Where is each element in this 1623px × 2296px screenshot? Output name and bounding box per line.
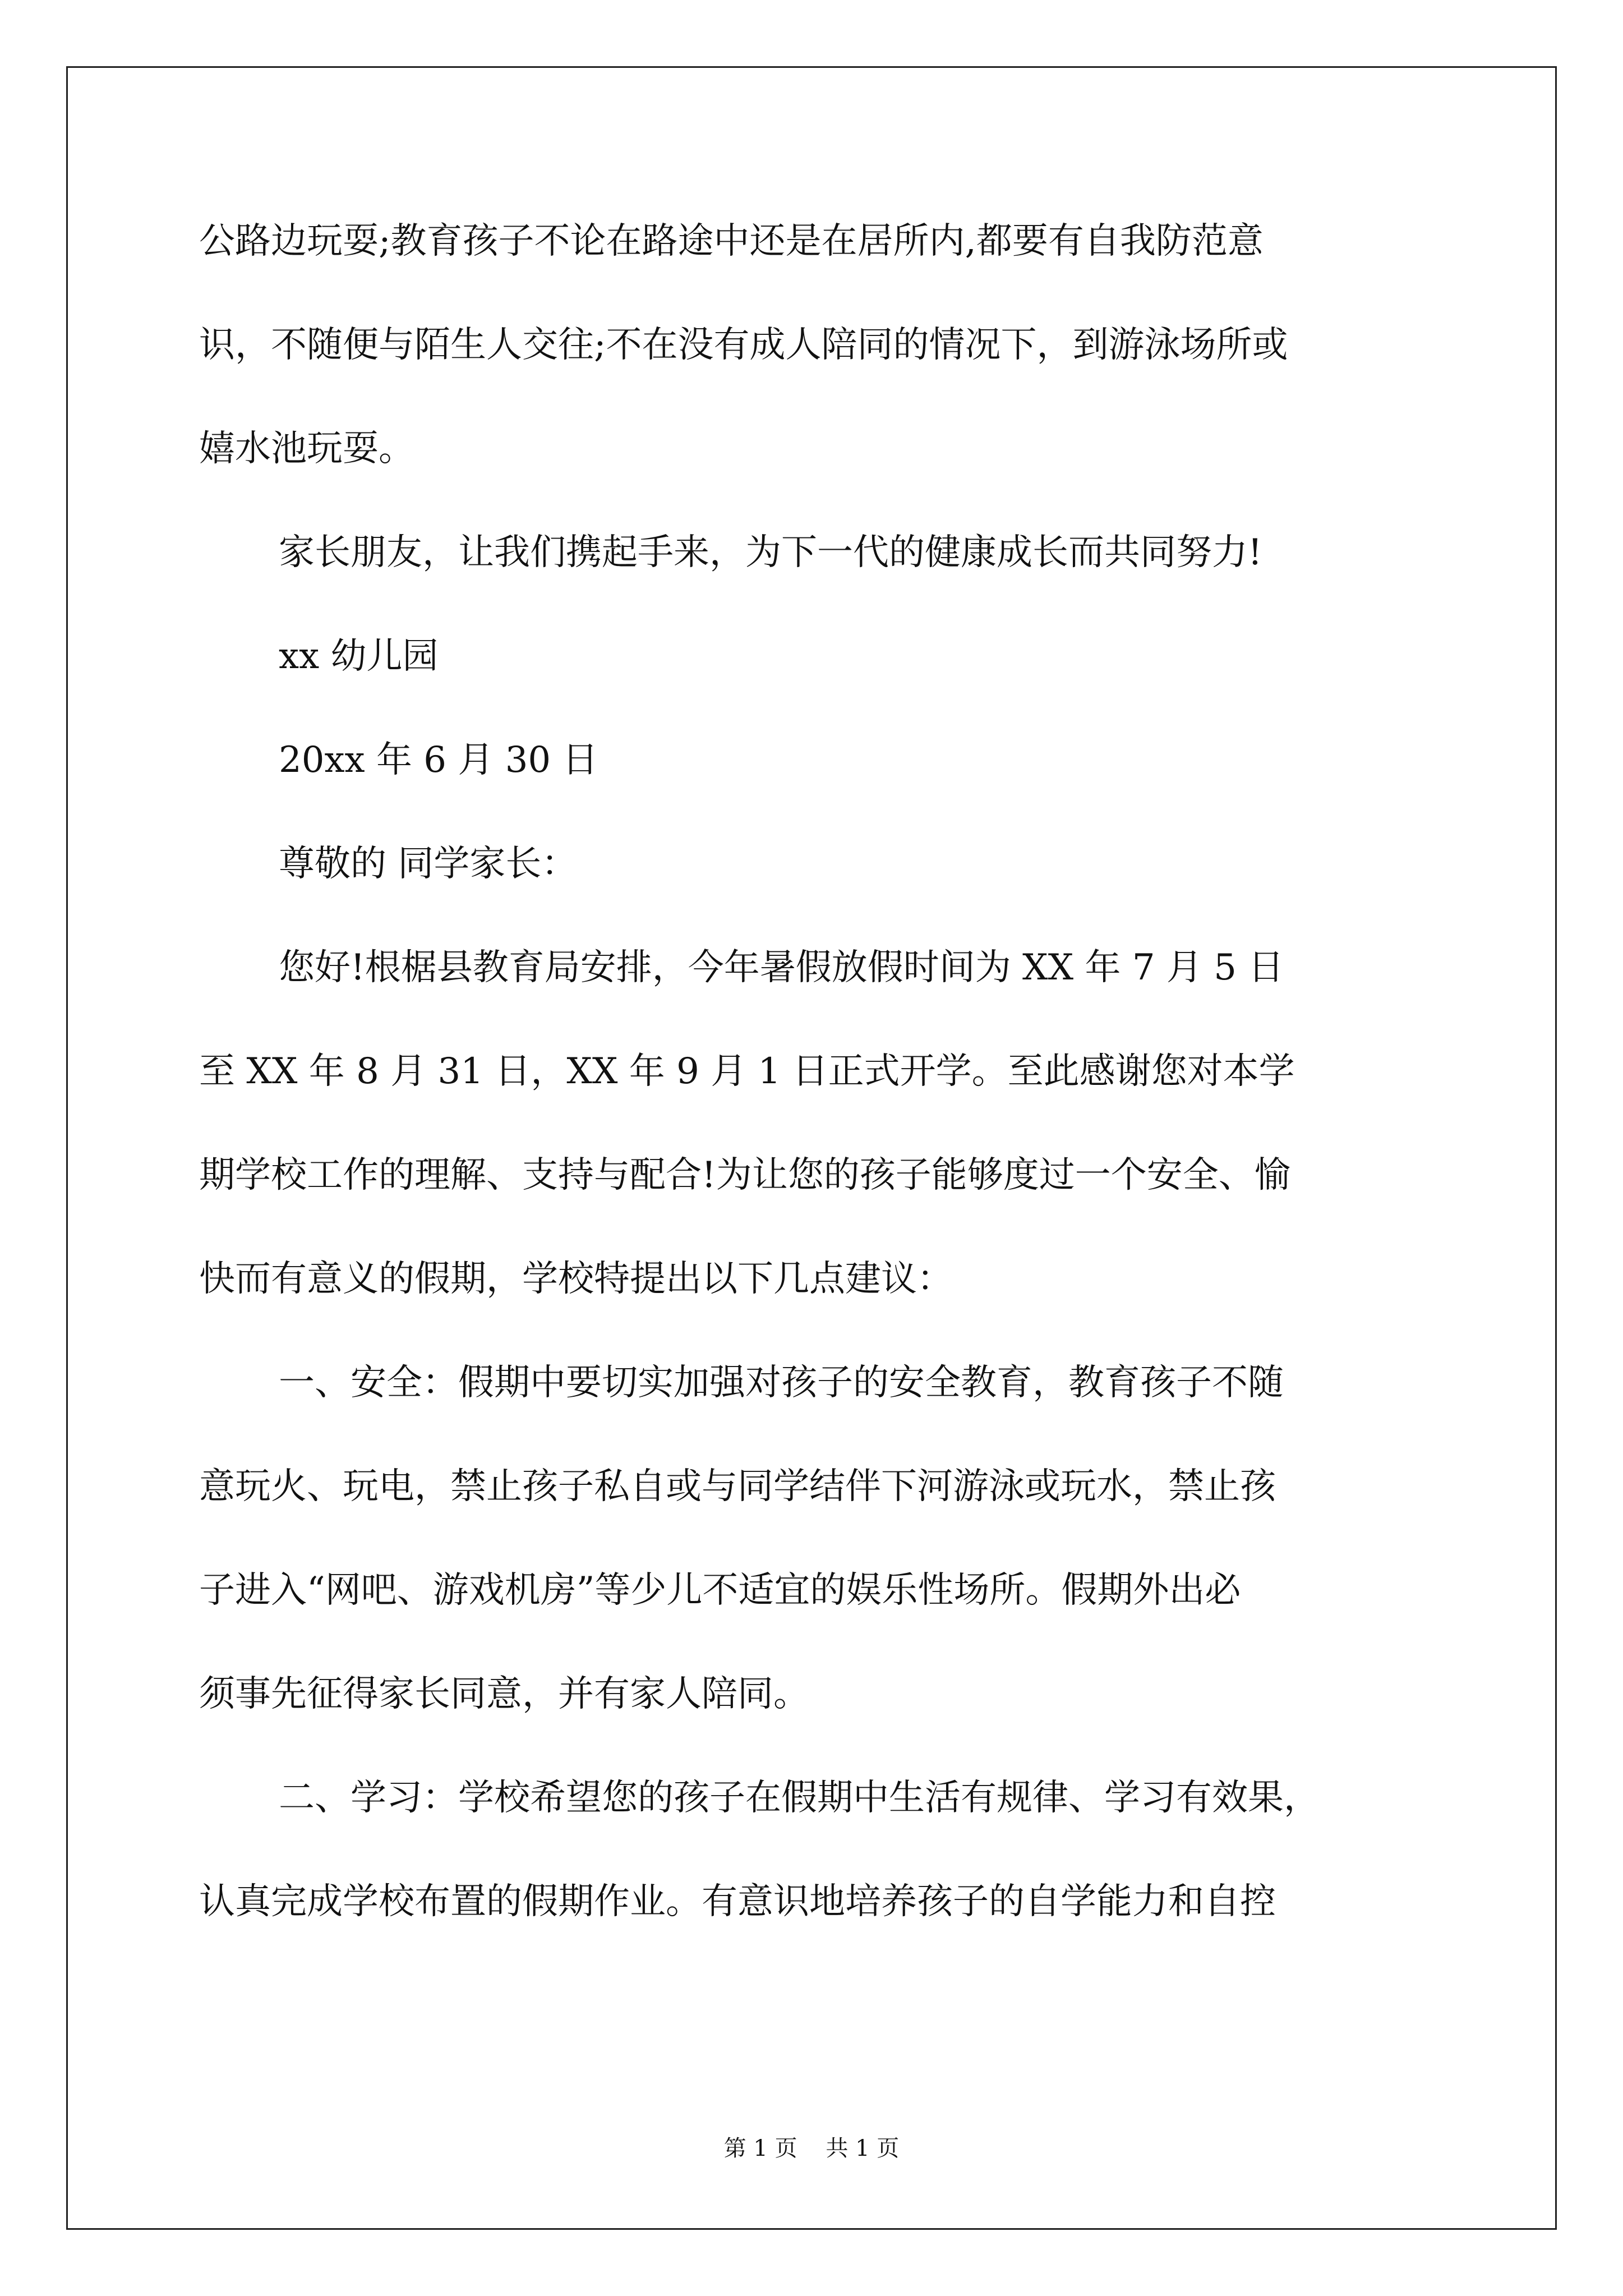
page-number: 第 1 页 共 1 页: [723, 2136, 900, 2161]
text-line: 至 XX 年 8 月 31 日，XX 年 9 月 1 日正式开学。至此感谢您对本学: [199, 1051, 1295, 1092]
text-line: 识，不随便与陌生人交往;不在没有成人陪同的情况下，到游泳场所或: [199, 324, 1288, 366]
text-line: 期学校工作的理解、支持与配合!为让您的孩子能够度过一个安全、愉: [199, 1154, 1290, 1196]
text-line: 认真完成学校布置的假期作业。有意识地培养孩子的自学能力和自控: [199, 1881, 1276, 1922]
text-line: 快而有意义的假期，学校特提出以下几点建议：: [199, 1258, 953, 1300]
text-line: 您好!根椐县教育局安排，今年暑假放假时间为 XX 年 7 月 5 日: [279, 947, 1284, 988]
closing-paragraph: 家长朋友，让我们携起手来，为下一代的健康成长而共同努力!: [279, 532, 1262, 573]
signature-date: 20xx 年 6 月 30 日: [279, 739, 598, 781]
text-line: 须事先征得家长同意，并有家人陪同。: [199, 1673, 809, 1715]
section-study: 二、学习：学校希望您的孩子在假期中生活有规律、学习有效果，: [279, 1777, 1320, 1819]
text-line: 子进入“网吧、游戏机房”等少儿不适宜的娱乐性场所。假期外出必: [199, 1570, 1241, 1611]
salutation: 尊敬的 同学家长：: [279, 843, 578, 885]
text-line: 嬉水池玩耍。: [199, 428, 414, 470]
text-line: 意玩火、玩电，禁止孩子私自或与同学结伴下河游泳或玩水，禁止孩: [199, 1466, 1276, 1507]
text-line: 公路边玩耍;教育孩子不论在路途中还是在居所内,都要有自我防范意: [199, 220, 1264, 262]
signature-organization: xx 幼儿园: [279, 636, 439, 677]
section-safety: 一、安全：假期中要切实加强对孩子的安全教育，教育孩子不随: [279, 1362, 1284, 1404]
